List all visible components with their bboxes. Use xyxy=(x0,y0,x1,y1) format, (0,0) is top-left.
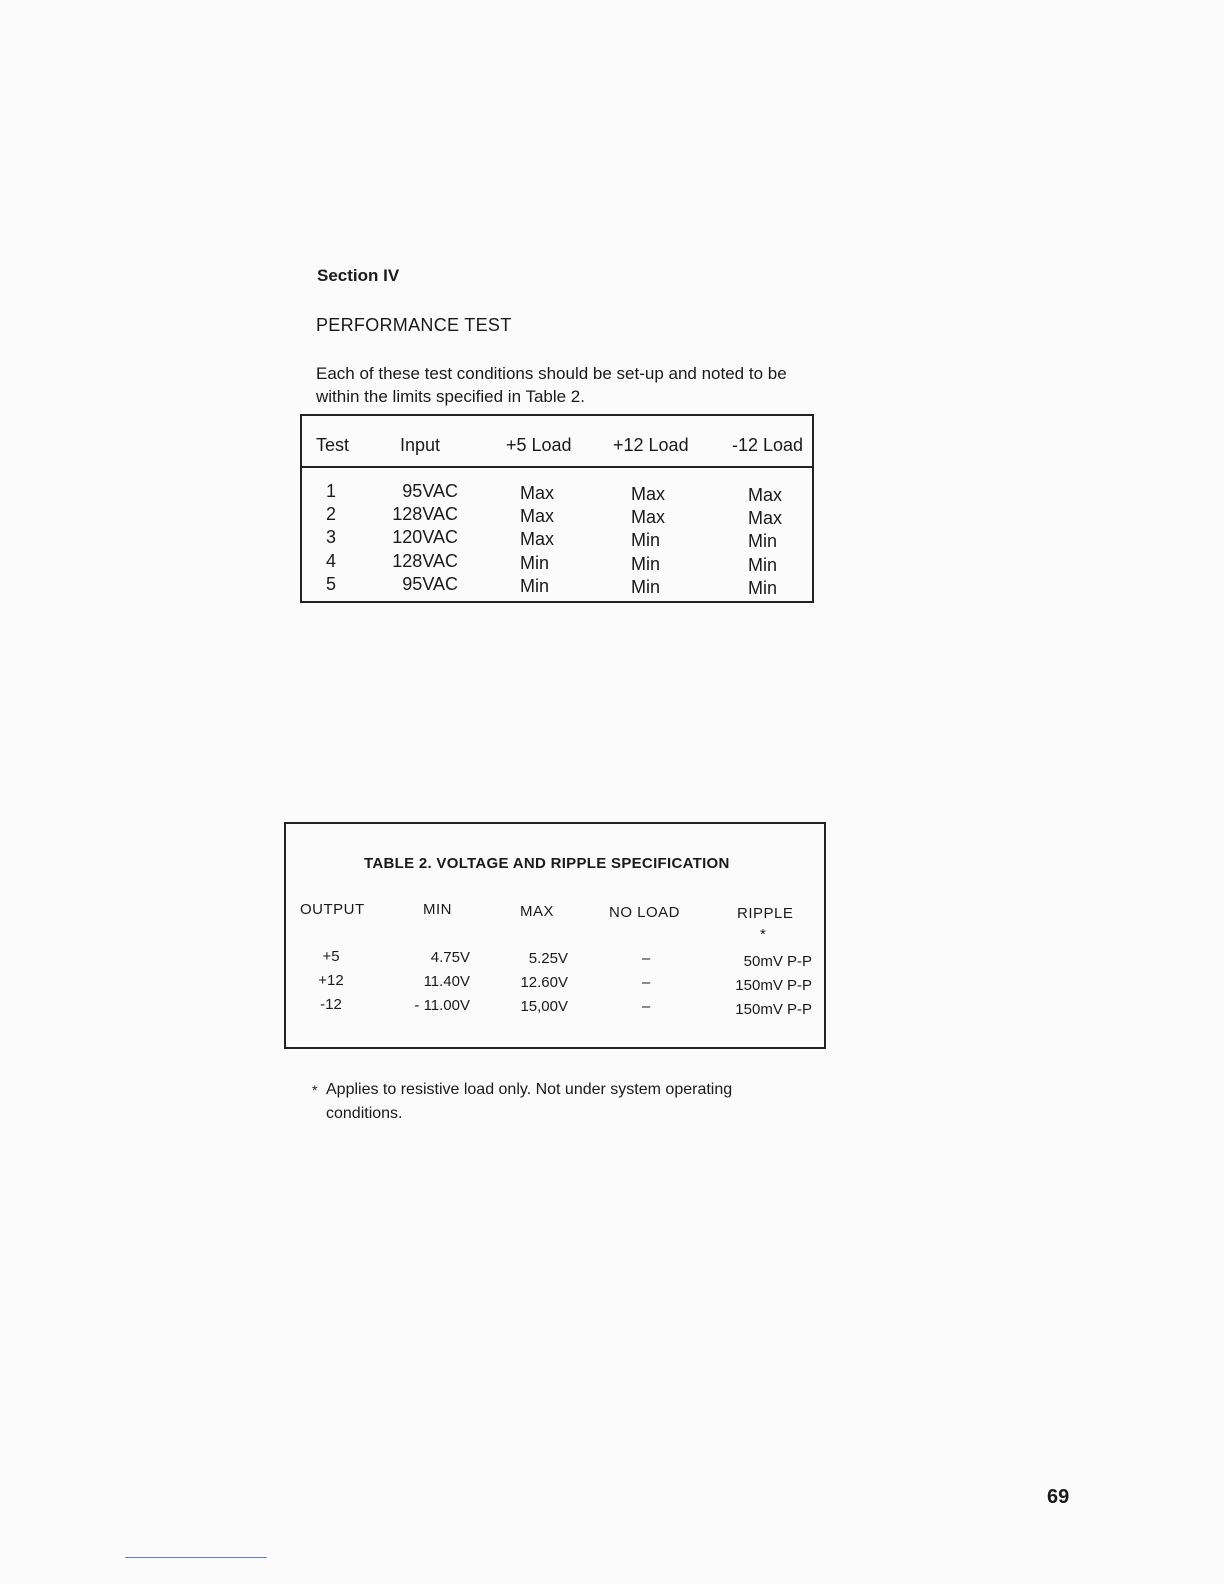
table-cell: 150mV P-P xyxy=(735,977,812,994)
table-cell: – xyxy=(641,974,651,991)
column-header-ripple: RIPPLE xyxy=(737,905,794,922)
voltage-ripple-spec-table xyxy=(284,822,826,1049)
section-heading: Section IV xyxy=(317,266,400,285)
ripple-footnote-mark: * xyxy=(760,926,766,943)
table-cell: Min xyxy=(520,576,550,596)
table-cell: Max xyxy=(748,508,783,528)
table-cell: 15,00V xyxy=(520,998,568,1015)
page-number: 69 xyxy=(1047,1486,1070,1508)
page-title: PERFORMANCE TEST xyxy=(316,315,512,335)
table-title: TABLE 2. VOLTAGE AND RIPPLE SPECIFICATION xyxy=(364,855,730,872)
table-cell: – xyxy=(641,950,651,967)
table-cell: +5 xyxy=(322,948,340,965)
table-cell: Max xyxy=(748,485,783,505)
table-cell: 5.25V xyxy=(528,950,568,967)
divider xyxy=(125,1557,267,1558)
column-header-test: Test xyxy=(316,435,350,455)
intro-paragraph: Each of these test conditions should be set-up and noted to be within the limits specified in Table 2. xyxy=(316,364,787,406)
table-cell: 1 xyxy=(326,481,337,501)
table-cell: – xyxy=(641,998,651,1015)
column-header-input: Input xyxy=(400,435,441,455)
column-header-plus5-load: +5 Load xyxy=(506,435,572,455)
table-cell: Max xyxy=(631,484,666,504)
table-cell: -12 xyxy=(320,996,342,1013)
table-cell: 95VAC xyxy=(402,481,458,501)
table-cell: 128VAC xyxy=(392,504,458,524)
table-cell: Max xyxy=(520,483,555,503)
table-cell: 95VAC xyxy=(402,574,458,594)
table-cell: 4 xyxy=(326,551,337,571)
table-cell: Min xyxy=(631,554,661,574)
table-cell: Max xyxy=(631,507,666,527)
column-header-max: MAX xyxy=(520,903,555,920)
table-cell: 3 xyxy=(326,527,337,547)
table-cell: 120VAC xyxy=(392,527,458,547)
table-cell: 4.75V xyxy=(430,949,470,966)
column-header-output: OUTPUT xyxy=(300,901,365,918)
column-header-no-load: NO LOAD xyxy=(609,904,681,921)
table-cell: 2 xyxy=(326,504,337,524)
table-cell: Max xyxy=(520,506,555,526)
table-cell: Max xyxy=(520,529,555,549)
table-cell: - 11.00V xyxy=(414,997,470,1014)
column-header-minus12-load: -12 Load xyxy=(732,435,804,455)
column-header-min: MIN xyxy=(423,901,452,918)
table-cell: Min xyxy=(748,555,778,575)
test-conditions-table xyxy=(300,414,814,603)
table-cell: 150mV P-P xyxy=(735,1001,812,1018)
table-cell: 5 xyxy=(326,574,337,594)
table-cell: Min xyxy=(748,578,778,598)
column-header-plus12-load: +12 Load xyxy=(613,435,689,455)
footnote-text: Applies to resistive load only. Not under system operating conditions. xyxy=(326,1081,733,1122)
table-cell: Min xyxy=(520,553,550,573)
table-cell: Min xyxy=(748,531,778,551)
table-cell: 11.40V xyxy=(423,973,470,990)
table-cell: Min xyxy=(631,530,661,550)
table-cell: Min xyxy=(631,577,661,597)
header-divider xyxy=(302,466,812,468)
table-cell: 128VAC xyxy=(392,551,458,571)
table-cell: 12.60V xyxy=(520,974,568,991)
footnote-mark: * xyxy=(312,1082,318,1098)
table-cell: 50mV P-P xyxy=(743,953,812,970)
table-cell: +12 xyxy=(318,972,344,989)
footnote xyxy=(312,1078,802,1126)
